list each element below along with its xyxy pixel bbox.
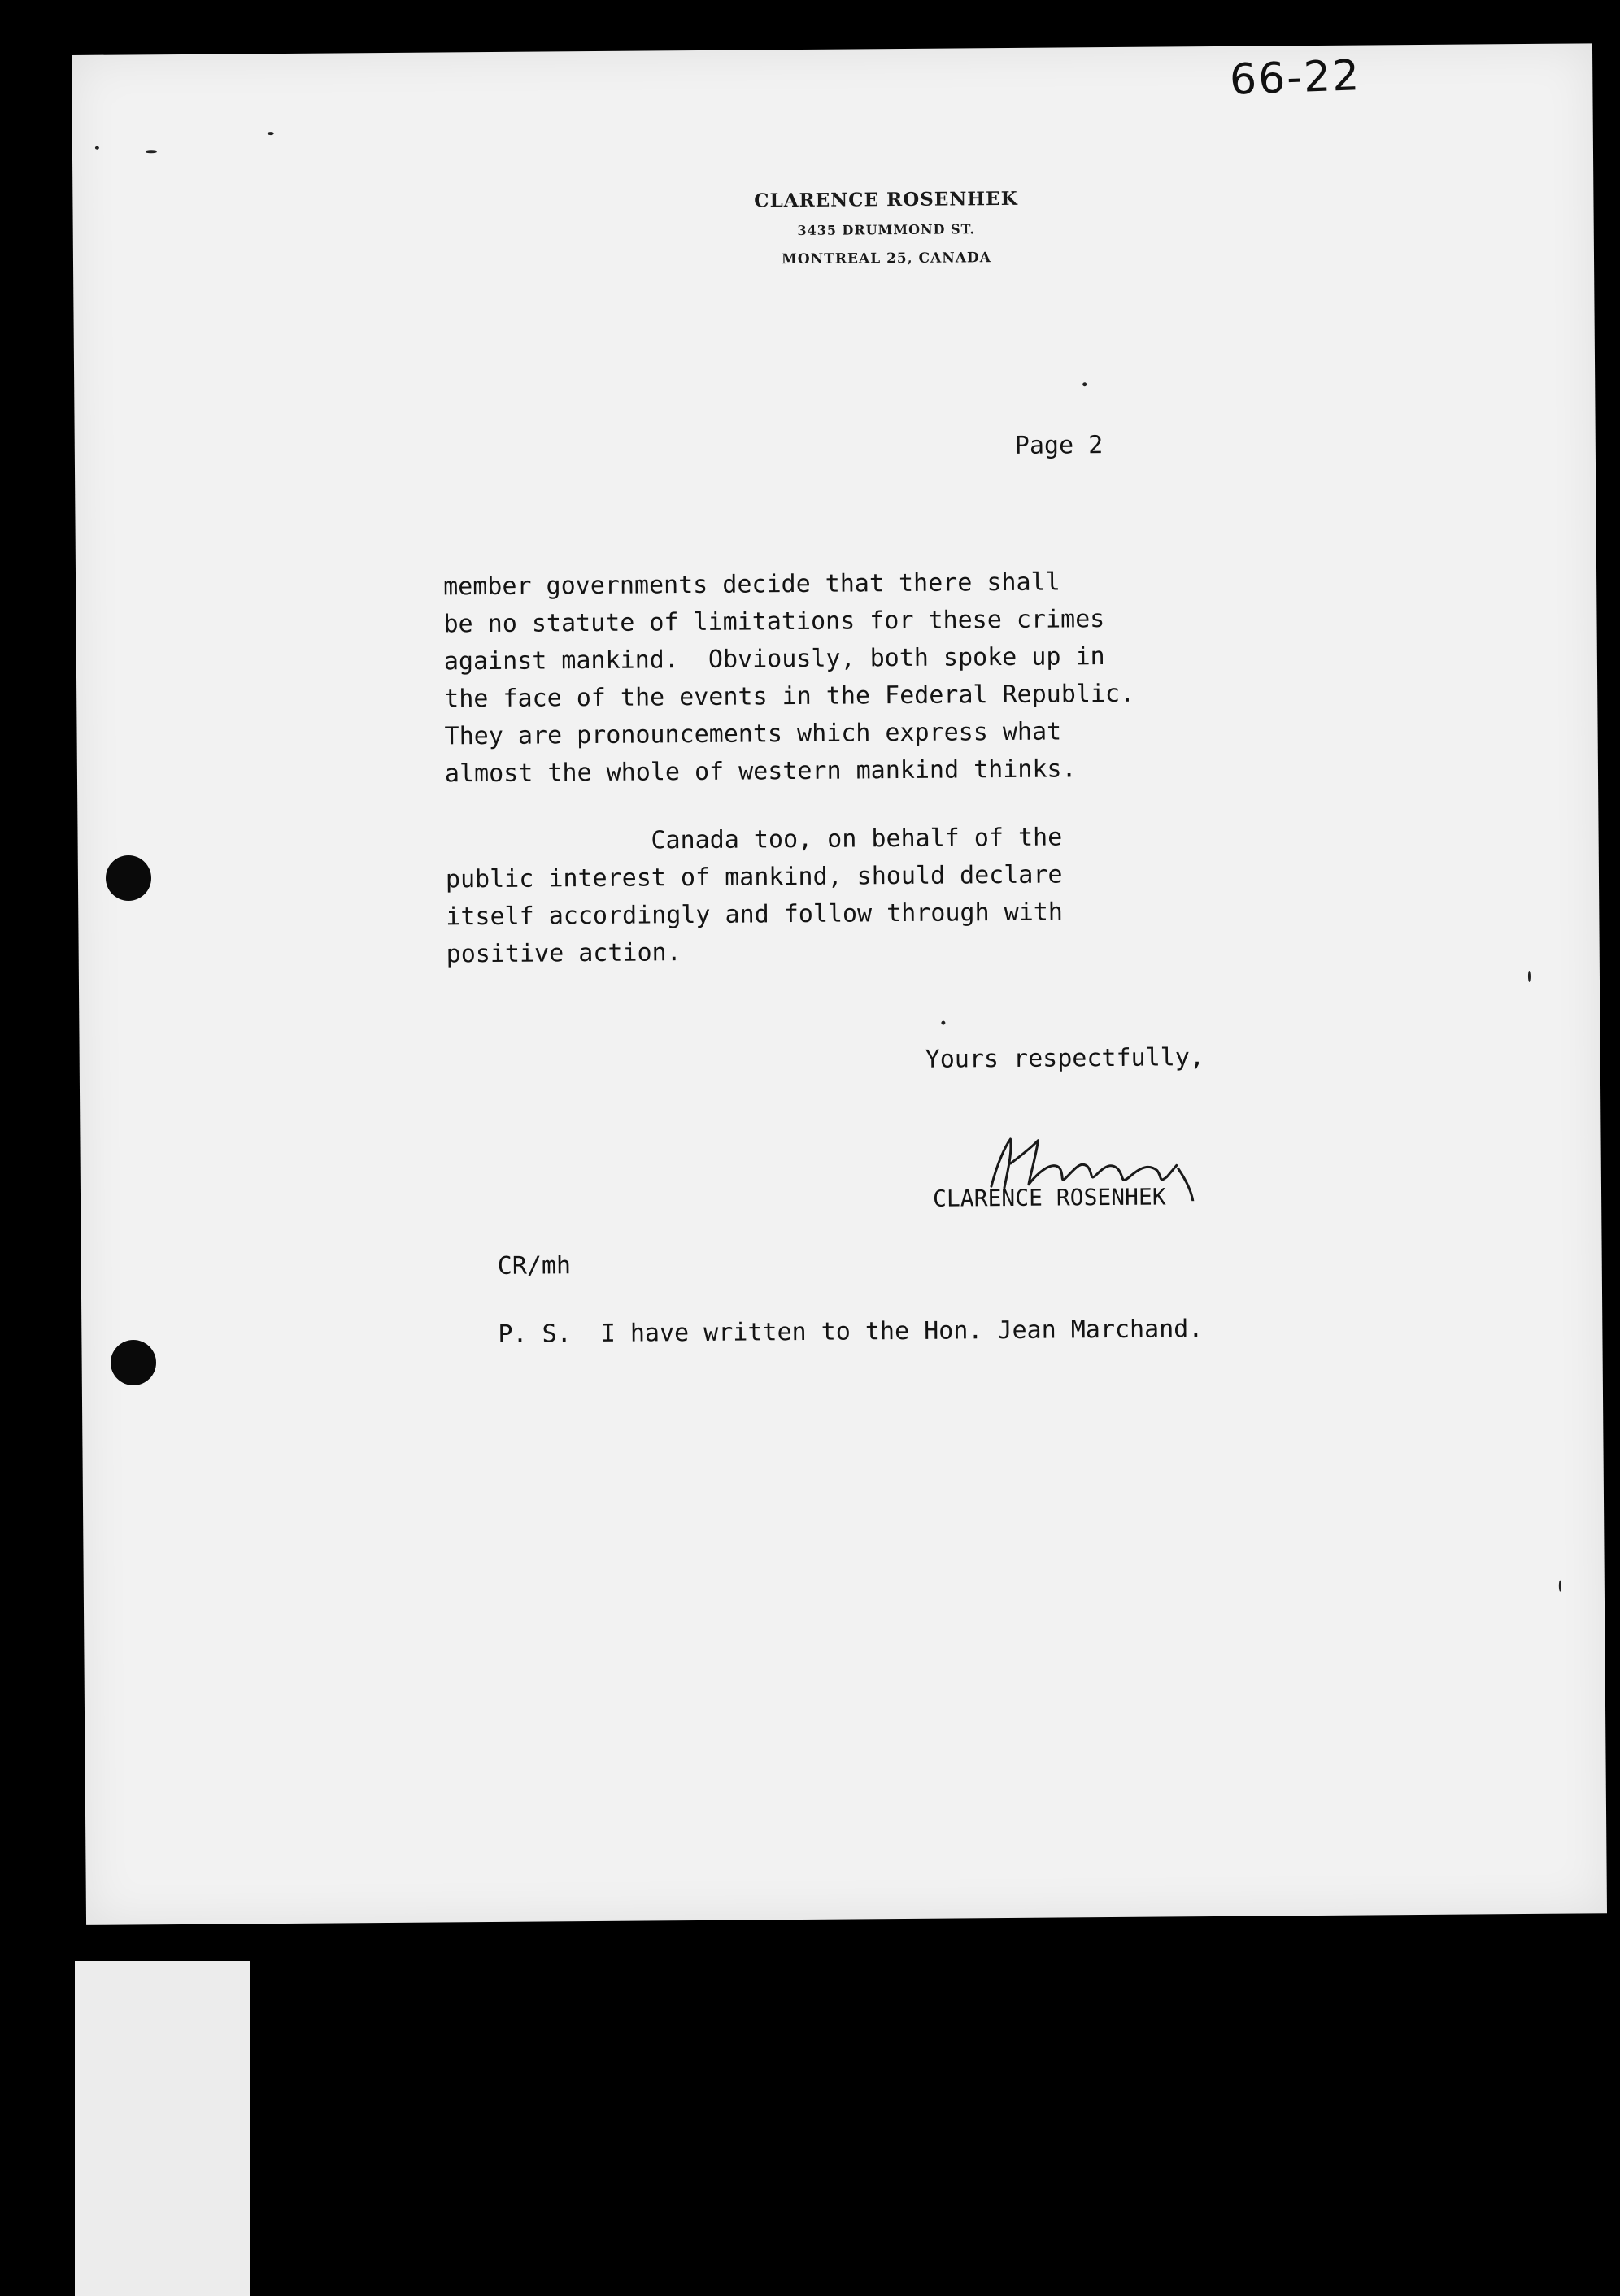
body-line: almost the whole of western mankind thinks. bbox=[444, 754, 1077, 789]
body-line: Canada too, on behalf of the bbox=[445, 823, 1063, 857]
closing-salutation: Yours respectfully, bbox=[925, 1043, 1205, 1074]
punch-hole bbox=[106, 855, 151, 901]
typist-initials: CR/mh bbox=[497, 1251, 572, 1281]
body-line: against mankind. Obviously, both spoke up in bbox=[443, 642, 1105, 676]
body-line: itself accordingly and follow through with bbox=[446, 898, 1064, 932]
signer-name: CLARENCE ROSENHEK bbox=[932, 1183, 1166, 1212]
letter-page bbox=[72, 43, 1607, 1925]
scan-speck bbox=[95, 146, 99, 150]
scan-speck bbox=[1559, 1581, 1561, 1592]
body-line: They are pronouncements which express what bbox=[444, 717, 1062, 751]
body-line: positive action. bbox=[446, 938, 682, 969]
body-line: the face of the events in the Federal Republic. bbox=[444, 679, 1135, 714]
handwritten-file-number: 66-22 bbox=[1229, 51, 1362, 105]
postscript: P. S. I have written to the Hon. Jean Marchand. bbox=[498, 1315, 1204, 1349]
punch-hole bbox=[111, 1340, 156, 1385]
paper-stub bbox=[75, 1961, 250, 2296]
body-line: member governments decide that there shall bbox=[443, 567, 1060, 602]
letterhead-city: MONTREAL 25, CANADA bbox=[781, 250, 991, 268]
scan-speck bbox=[1528, 971, 1531, 982]
body-line: public interest of mankind, should declare bbox=[445, 860, 1063, 894]
scan-speck bbox=[146, 150, 157, 153]
scan-speck bbox=[1082, 382, 1087, 386]
scan-speck bbox=[941, 1021, 945, 1025]
letterhead-name: CLARENCE ROSENHEK bbox=[754, 187, 1018, 212]
letterhead-address: 3435 DRUMMOND ST. bbox=[797, 221, 976, 238]
body-line: be no statute of limitations for these crimes bbox=[443, 605, 1105, 639]
page-number: Page 2 bbox=[1014, 431, 1104, 460]
scan-speck bbox=[268, 132, 274, 135]
